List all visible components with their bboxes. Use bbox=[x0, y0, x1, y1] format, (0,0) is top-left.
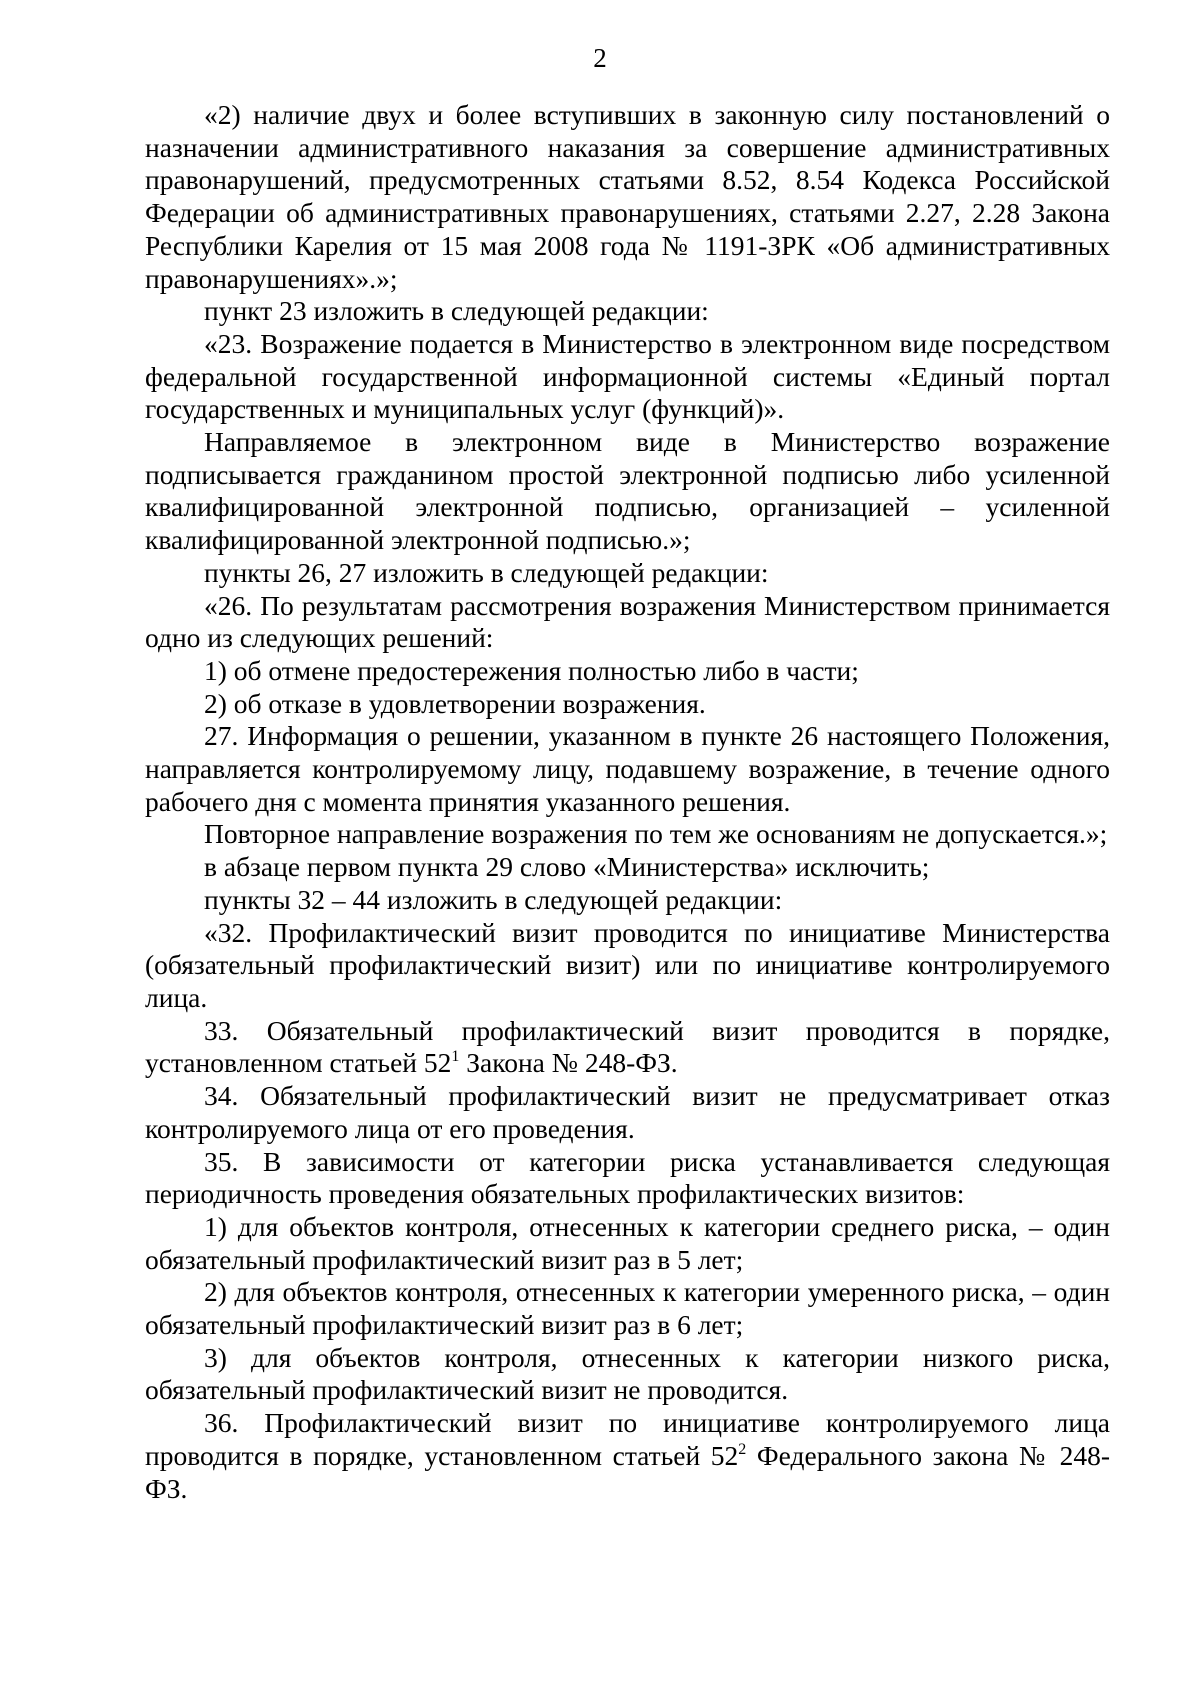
paragraph-risk-low: 3) для объектов контроля, отнесенных к категории низкого риска, обязательный профилактический визит не проводится. bbox=[145, 1341, 1110, 1406]
paragraph-points-26-27-intro: пункты 26, 27 изложить в следующей редакции: bbox=[204, 556, 769, 588]
point-36-superscript: 2 bbox=[738, 1440, 747, 1458]
paragraph-point-32: «32. Профилактический визит проводится по инициативе Министерства (обязательный профилактический визит) или по инициативе контролируемого лица. bbox=[145, 916, 1110, 1013]
point-33-superscript: 1 bbox=[451, 1048, 460, 1066]
page-number: 2 bbox=[593, 43, 607, 73]
paragraph-point-23: «23. Возражение подается в Министерство в электронном виде посредством федеральной государственной информационной системы «Единый портал государственных и муниципальных услуг (функций)». bbox=[145, 327, 1110, 425]
paragraph-item-2-amendment: «2) наличие двух и более вступивших в законную силу постановлений о назначении административного наказания за совершение административных правонарушений, предусмотренных статьями 8.52, 8.54 Кодекса Российской Федерации об административных правонарушениях, статьями 2.27, 2.28 Закона Республики Карелия от 15 мая 2008 года № 1191-ЗРК «Об административных правонарушениях».»; bbox=[145, 99, 1110, 294]
paragraph-point-26: «26. По результатам рассмотрения возражения Министерством принимается одно из следующих решений: bbox=[145, 589, 1110, 654]
paragraph-point-27: 27. Информация о решении, указанном в пункте 26 настоящего Положения, направляется контролируемому лицу, подавшему возражение, в течение одного рабочего дня с момента принятия указанного решения. bbox=[145, 720, 1110, 817]
paragraph-repeat-objection: Повторное направление возражения по тем же основаниям не допускается.»; bbox=[204, 818, 1108, 850]
paragraph-point-33 bbox=[145, 1015, 1110, 1080]
paragraph-points-32-44-intro: пункты 32 – 44 изложить в следующей редакции: bbox=[204, 883, 783, 915]
paragraph-risk-medium: 1) для объектов контроля, отнесенных к категории среднего риска, – один обязательный профилактический визит раз в 5 лет; bbox=[145, 1210, 1110, 1275]
paragraph-point-23-intro: пункт 23 изложить в следующей редакции: bbox=[204, 295, 709, 327]
paragraph-point-35: 35. В зависимости от категории риска устанавливается следующая периодичность проведения обязательных профилактических визитов: bbox=[145, 1145, 1110, 1210]
paragraph-point-29-amendment: в абзаце первом пункта 29 слово «Министерства» исключить; bbox=[204, 851, 930, 883]
point-33-text-end: Закона № 248-ФЗ. bbox=[459, 1047, 678, 1079]
point-36-text: 36. Профилактический визит по инициативе контролируемого лица проводится в порядке, установленном статьей 52 bbox=[145, 1407, 1110, 1471]
paragraph-point-34: 34. Обязательный профилактический визит не предусматривает отказ контролируемого лица от его проведения. bbox=[145, 1080, 1110, 1144]
paragraph-point-36 bbox=[145, 1407, 1110, 1505]
paragraph-objection-signature: Направляемое в электронном виде в Министерство возражение подписывается гражданином простой электронной подписью либо усиленной квалифицированной электронной подписью, организацией – усиленной квалифицированной электронной подписью.»; bbox=[145, 426, 1110, 556]
document-body bbox=[145, 99, 1110, 1505]
point-33-text: 33. Обязательный профилактический визит проводится в порядке, установленном статьей 52 bbox=[145, 1014, 1110, 1079]
paragraph-risk-moderate: 2) для объектов контроля, отнесенных к категории умеренного риска, – один обязательный профилактический визит раз в 6 лет; bbox=[145, 1276, 1110, 1341]
paragraph-decision-1: 1) об отмене предостережения полностью либо в части; bbox=[204, 654, 859, 686]
point-36-text-end: Федерального закона № 248-ФЗ. bbox=[145, 1439, 1110, 1504]
paragraph-decision-2: 2) об отказе в удовлетворении возражения. bbox=[204, 687, 706, 719]
